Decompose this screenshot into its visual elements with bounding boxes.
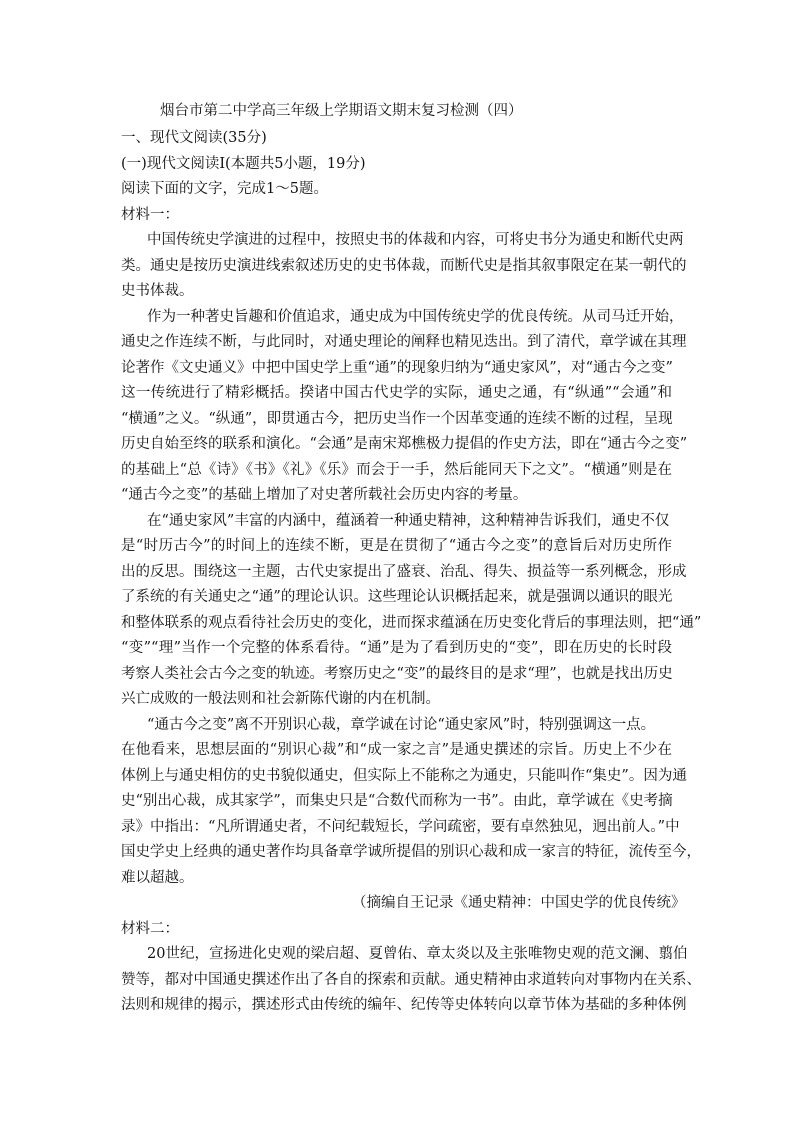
text-line: 作为一种著史旨趣和价值追求，通史成为中国传统史学的优良传统。从司马迁开始， — [147, 309, 684, 325]
text-line: 和整体联系的观点看待社会历史的变化，进而探求蕴涵在历史变化背后的事理法则，把“通” — [121, 615, 702, 631]
instruction-text: 阅读下面的文字，完成1～5题。 — [121, 181, 328, 197]
text-line: 在“通史家风”丰富的内涵中，蕴涵着一种通史精神，这种精神告诉我们，通史不仅 — [147, 513, 670, 529]
text-line: “变”“理”当作一个完整的体系看待。“通”是为了看到历史的“变”，即在历史的长时段 — [121, 640, 672, 656]
text-line: 录》中指出：“凡所谓通史者，不问纪载短长，学问疏密，要有卓然独见，迥出前人。”中 — [121, 819, 680, 835]
text-line: 的基础上“总《诗》《书》《礼》《乐》而会于一手，然后能同天下之文”。“横通”则是在 — [121, 462, 672, 478]
text-line: 赞等，都对中国通史撰述作出了各自的探索和贡献。通史精神由求道转向对事物内在关系、 — [121, 972, 701, 988]
material-one-label: 材料一： — [121, 207, 179, 223]
text-line: 论著作《文史通义》中把中国史学上重“通”的现象归纳为“通史家风”，对“通古今之变” — [121, 360, 673, 376]
source-citation: （摘编自王记录《通史精神：中国史学的优良传统》 — [352, 895, 686, 911]
text-line: 是“时历古今”的时间上的连续不断，更是在贯彻了“通古今之变”的意旨后对历史所作 — [121, 538, 672, 554]
text-line: 了系统的有关通史之“通”的理论认识。这些理论认识概括起来，就是强调以通识的眼光 — [121, 589, 673, 605]
text-line: 史书体裁。 — [121, 283, 194, 299]
text-line: 体例上与通史相仿的史书貌似通史，但实际上不能称之为通史，只能叫作“集史”。因为通 — [121, 768, 687, 784]
subsection-heading: (一)现代文阅读Ⅰ(本题共5小题，19分) — [121, 156, 366, 172]
text-line: 通史之作连续不断，与此同时，对通史理论的阐释也精见迭出。到了清代，章学诚在其理 — [121, 334, 687, 350]
text-line: 类。通史是按历史演进线索叙述历史的史书体裁，而断代史是指其叙事限定在某一朝代的 — [121, 258, 687, 274]
text-line: “横通”之义。“纵通”，即贯通古今，把历史当作一个因革变通的连续不断的过程，呈现 — [121, 411, 673, 427]
text-line: 这一传统进行了精彩概括。揆诸中国古代史学的实际，通史之通，有“纵通”“会通”和 — [121, 385, 672, 401]
text-line: 中国传统史学演进的过程中，按照史书的体裁和内容，可将史书分为通史和断代史两 — [147, 232, 684, 248]
text-line: 20世纪，宣扬进化史观的梁启超、夏曾佑、章太炎以及主张唯物史观的范文澜、翦伯 — [147, 946, 688, 962]
text-line: “通古今之变”的基础上增加了对史著所载社会历史内容的考量。 — [121, 487, 528, 503]
text-line: 考察人类社会古今之变的轨迹。考察历史之“变”的最终目的是求“理”，也就是找出历史 — [121, 666, 673, 682]
text-line: 历史自始至终的联系和演化。“会通”是南宋郑樵极力提倡的作史方法，即在“通古今之变” — [121, 436, 688, 452]
text-line: 法则和规律的揭示，撰述形式由传统的编年、纪传等史体转向以章节体为基础的多种体例 — [121, 997, 687, 1013]
text-line: 在他看来，思想层面的“别识心裁”和“成一家之言”是通史撰述的宗旨。历史上不少在 — [121, 742, 672, 758]
material-two-label: 材料二： — [121, 921, 179, 937]
page-title: 烟台市第二中学高三年级上学期语文期末复习检测（四） — [160, 103, 523, 119]
text-line: 出的反思。围绕这一主题，古代史家提出了盛衰、治乱、得失、损益等一系列概念，形成 — [121, 564, 687, 580]
text-line: 兴亡成败的一般法则和社会新陈代谢的内在机制。 — [121, 691, 440, 707]
section-heading: 一、现代文阅读(35分) — [121, 130, 267, 146]
text-line: 国史学史上经典的通史著作均具备章学诚所提倡的别识心裁和成一家言的特征，流传至今， — [121, 844, 701, 860]
text-line: 难以超越。 — [121, 870, 194, 886]
text-line: “通古今之变”离不开别识心裁，章学诚在讨论“通史家风”时，特别强调这一点。 — [147, 717, 656, 733]
text-line: 史“别出心裁，成其家学”，而集史只是“合数代而称为一书”。由此，章学诚在《史考摘 — [121, 793, 673, 809]
